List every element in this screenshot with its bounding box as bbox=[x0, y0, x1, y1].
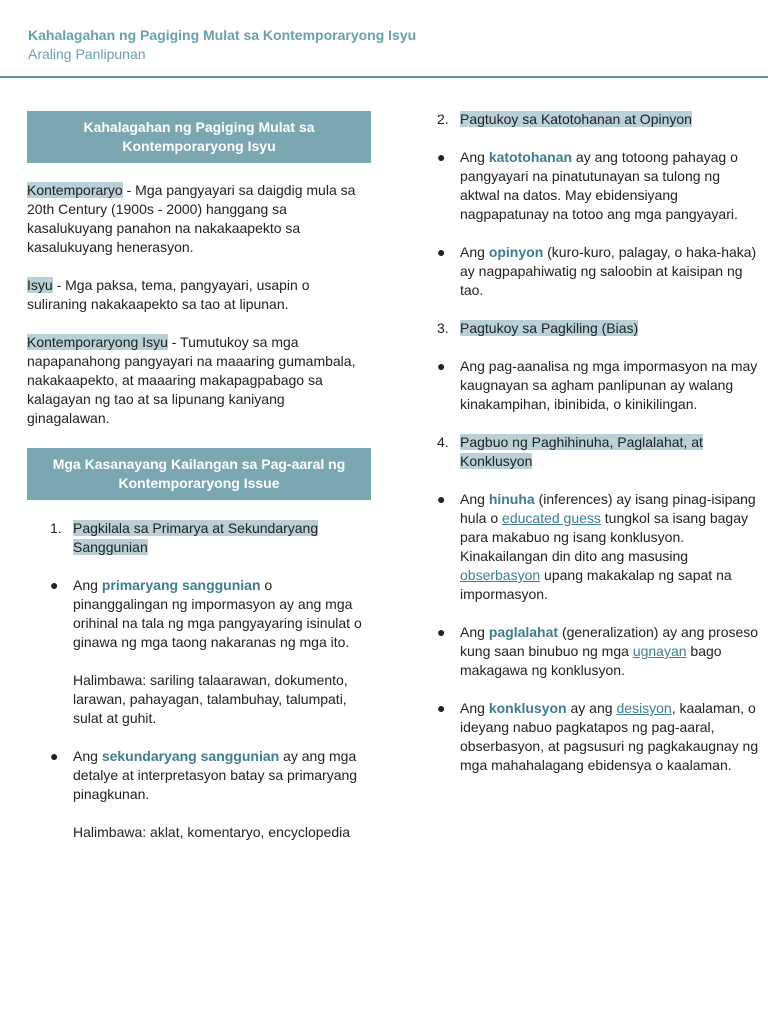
term-highlight: Kontemporaryo bbox=[27, 182, 123, 198]
bullet-text bbox=[460, 148, 759, 224]
bullet-text bbox=[73, 576, 371, 652]
item-label: Pagbuo ng Paghihinuha, Paglalahat, at Konklusyon bbox=[460, 434, 703, 469]
definition-text: - Mga paksa, tema, pangyayari, usapin o suliraning nakakaapekto sa tao at lipunan. bbox=[27, 277, 310, 312]
text-run: upang makakalap ng sapat na impormasyon. bbox=[460, 567, 732, 602]
text-run: Ang bbox=[460, 700, 489, 716]
example-text: Halimbawa: sariling talaarawan, dokumento, larawan, pahayagan, talambuhay, talumpati, sulat at guhit. bbox=[73, 672, 348, 726]
bullet-konklusyon bbox=[437, 699, 759, 775]
bullet-text bbox=[460, 243, 759, 300]
text-run: Ang bbox=[460, 149, 489, 165]
item-number: 1. bbox=[50, 520, 62, 536]
bullet-text bbox=[73, 747, 371, 804]
definition-kontemporaryo bbox=[27, 181, 371, 257]
bullet-text bbox=[460, 490, 759, 604]
item-label: Pagtukoy sa Pagkiling (Bias) bbox=[460, 320, 639, 336]
bullet-text bbox=[460, 623, 759, 680]
keyword: paglalahat bbox=[488, 624, 559, 640]
keyword: katotohanan bbox=[488, 149, 573, 165]
inline-link[interactable]: obserbasyon bbox=[460, 567, 541, 583]
text-run: Ang bbox=[460, 244, 489, 260]
section-heading-line: Kontemporaryong Issue bbox=[118, 475, 280, 491]
text-run: (inferences) ay isang pinag-isipang hula o bbox=[460, 491, 756, 526]
bullet-dot: ● bbox=[50, 748, 59, 764]
section-heading-line: Mga Kasanayang Kailangan sa Pag-aaral ng bbox=[52, 456, 346, 472]
bullet-primary-source bbox=[50, 576, 371, 728]
example-text: Halimbawa: aklat, komentaryo, encyclopedia bbox=[73, 824, 351, 840]
bullet-text: Ang pag-aanalisa ng mga impormasyon na may kaugnayan sa agham panlipunan ay walang kinakampihan, ibinibida, o kinikilingan. bbox=[460, 358, 758, 412]
text-run: tungkol sa isang bagay para makabuo ng isang konklusyon. Kinakailangan din dito ang masusing bbox=[460, 510, 749, 564]
text-run: ay ang totoong pahayag o pangyayari na pinatutunayan sa tulong ng aktwal na datos. May ebidensiyang nagpapatunay na totoo ang mga pangyayari. bbox=[460, 149, 738, 222]
text-run: Ang bbox=[73, 577, 102, 593]
section-heading-line: Kontemporaryong Isyu bbox=[122, 138, 276, 154]
bullet-dot: ● bbox=[437, 700, 446, 716]
inline-link[interactable]: ugnayan bbox=[632, 643, 687, 659]
bullet-dot: ● bbox=[437, 149, 446, 165]
text-run: (kuro-kuro, palagay, o haka-haka) ay nagpapahiwatig ng saloobin at kaisipan ng tao. bbox=[460, 244, 757, 298]
keyword: primaryang sanggunian bbox=[101, 577, 261, 593]
bullet-dot: ● bbox=[437, 491, 446, 507]
bullet-dot: ● bbox=[437, 244, 446, 260]
item-label: Pagkilala sa Primarya at Sekundaryang Sanggunian bbox=[73, 520, 319, 555]
bullet-text bbox=[460, 699, 759, 775]
term-highlight: Isyu bbox=[27, 277, 53, 293]
item-number: 4. bbox=[437, 434, 449, 450]
bullet-dot: ● bbox=[437, 624, 446, 640]
numbered-item-4 bbox=[437, 433, 759, 471]
bullet-paglalahat bbox=[437, 623, 759, 680]
item-number: 2. bbox=[437, 111, 449, 127]
keyword: sekundaryang sanggunian bbox=[101, 748, 280, 764]
keyword: opinyon bbox=[488, 244, 544, 260]
bullet-bias bbox=[437, 357, 759, 414]
section-heading-box bbox=[27, 111, 371, 163]
skills-list bbox=[27, 519, 371, 842]
item-label: Pagtukoy sa Katotohanan at Opinyon bbox=[460, 111, 692, 127]
text-run: Ang bbox=[73, 748, 102, 764]
numbered-item-2 bbox=[437, 110, 759, 129]
keyword: konklusyon bbox=[488, 700, 567, 716]
text-run: (generalization) ay ang proseso kung saan binubuo ng mga bbox=[460, 624, 759, 659]
term-highlight: Kontemporaryong Isyu bbox=[27, 334, 168, 350]
inline-link[interactable]: desisyon bbox=[616, 700, 672, 716]
text-run: bago makagawa ng konklusyon. bbox=[460, 643, 722, 678]
item-number: 3. bbox=[437, 320, 449, 336]
definition-kontemporaryong-isyu bbox=[27, 333, 371, 428]
text-run: ay ang bbox=[566, 700, 617, 716]
text-run: o pinanggalingan ng impormasyon ay ang mga orihinal na tala ng mga pangyayaring isinulat o ginawa ng mga taong nakaranas ng mga ito. bbox=[73, 577, 362, 650]
text-run: , kaalaman, o ideyang nabuo pagkatapos ng pag-aaral, obserbasyon, at pagsusuri ng pagkakaugnay ng mga mahahalagang ebidensya o kaalaman. bbox=[460, 700, 759, 773]
bullet-secondary-source bbox=[50, 747, 371, 842]
section-heading-box bbox=[27, 448, 371, 500]
text-run: ay ang mga detalye at interpretasyon batay sa primaryang pinagkunan. bbox=[73, 748, 358, 802]
inline-link[interactable]: educated guess bbox=[502, 510, 601, 526]
bullet-dot: ● bbox=[437, 358, 446, 374]
left-column bbox=[27, 111, 371, 842]
bullet-hinuha bbox=[437, 490, 759, 604]
section-heading-line: Kahalagahan ng Pagiging Mulat sa bbox=[83, 119, 315, 135]
bullet-katotohanan bbox=[437, 148, 759, 224]
bullet-opinyon bbox=[437, 243, 759, 300]
text-run: Ang bbox=[460, 491, 489, 507]
header-divider bbox=[0, 76, 768, 78]
text-run: Ang bbox=[460, 624, 489, 640]
definition-text: - Mga pangyayari sa daigdig mula sa 20th Century (1900s - 2000) hanggang sa kasalukuyang panahon na nakakaapekto sa kasalukuyang henerasyon. bbox=[27, 182, 356, 255]
definition-text: - Tumutukoy sa mga napapanahong pangyayari na maaaring gumambala, nakakaapekto, at maaaring makapagpabago sa kalagayan ng tao at sa lipunang kaniyang ginagalawan. bbox=[27, 334, 356, 426]
bullet-dot: ● bbox=[50, 577, 59, 593]
document-header bbox=[28, 26, 416, 64]
numbered-item-3 bbox=[437, 319, 759, 338]
right-column bbox=[437, 110, 759, 775]
definition-isyu bbox=[27, 276, 371, 314]
document-title: Kahalagahan ng Pagiging Mulat sa Kontemporaryong Isyu bbox=[28, 27, 417, 43]
keyword: hinuha bbox=[488, 491, 535, 507]
numbered-item-1 bbox=[50, 519, 371, 557]
document-subtitle: Araling Panlipunan bbox=[28, 46, 146, 62]
